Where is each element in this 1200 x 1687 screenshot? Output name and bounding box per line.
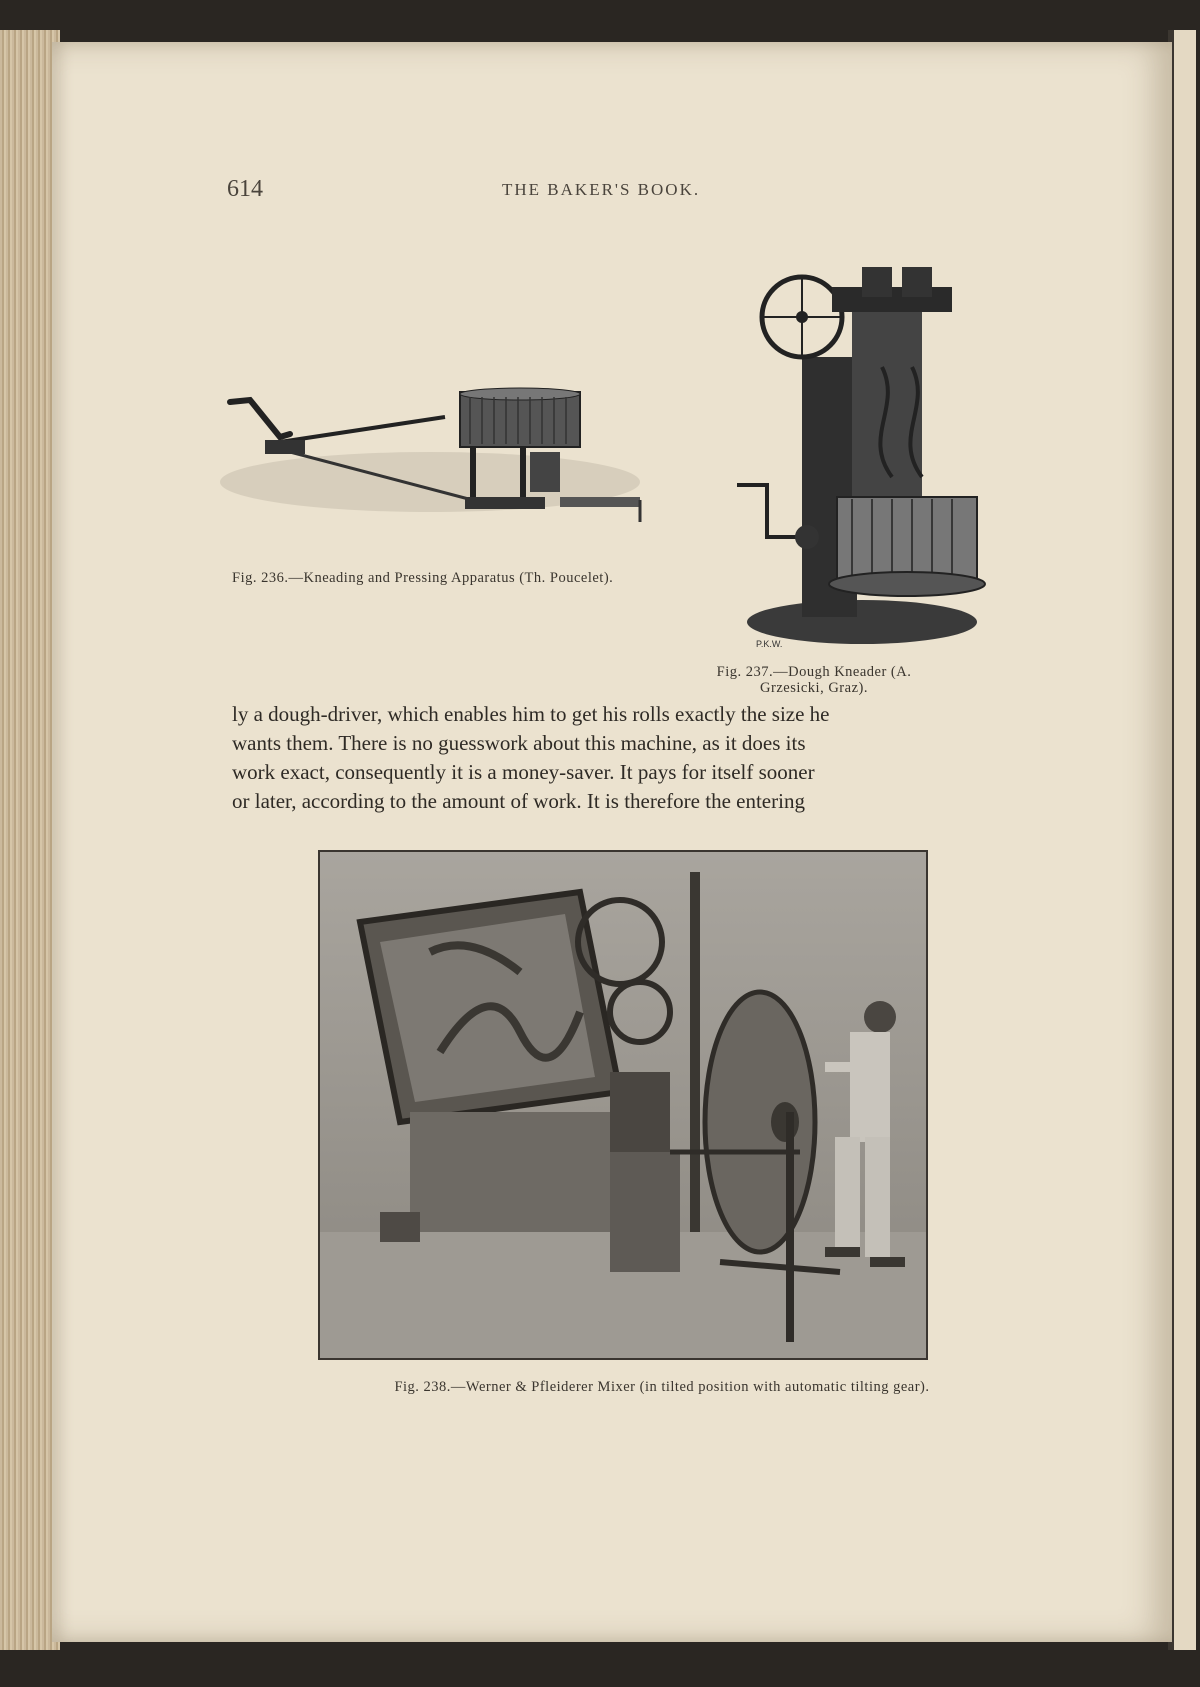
body-paragraph xyxy=(232,700,1022,816)
fig-238-photo xyxy=(318,850,928,1360)
engraver-mark: P.K.W. xyxy=(756,639,783,649)
werner-pfleiderer-mixer-photo xyxy=(320,852,926,1358)
body-line: ly a dough-driver, which enables him to get his rolls exactly the size he xyxy=(232,702,830,726)
fig-237-caption-line-2: Grzesicki, Graz). xyxy=(760,680,868,696)
page-header xyxy=(52,176,1172,206)
page-number: 614 xyxy=(227,176,263,202)
book-page-edges xyxy=(0,30,60,1650)
book-page xyxy=(52,42,1172,1642)
body-line: work exact, consequently it is a money-saver. It pays for itself sooner xyxy=(232,760,815,784)
running-title: THE BAKER'S BOOK. xyxy=(502,180,701,199)
body-line: wants them. There is no guesswork about this machine, as it does its xyxy=(232,731,806,755)
fig-238-caption: Fig. 238.—Werner & Pfleiderer Mixer (in tilted position with automatic tilting gear). xyxy=(394,1379,930,1395)
kneading-apparatus-engraving xyxy=(220,372,680,572)
fig-236-caption: Fig. 236.—Kneading and Pressing Apparatus (Th. Poucelet). xyxy=(232,570,614,586)
body-line: or later, according to the amount of work. It is therefore the entering xyxy=(232,789,805,813)
fig-237-caption xyxy=(684,664,944,696)
fig-237-caption-line-1: Fig. 237.—Dough Kneader (A. xyxy=(716,664,912,680)
fig-236-illustration xyxy=(220,372,680,572)
dough-kneader-engraving xyxy=(732,237,992,657)
facing-page-edge xyxy=(1168,30,1200,1650)
fig-237-illustration xyxy=(732,237,992,657)
